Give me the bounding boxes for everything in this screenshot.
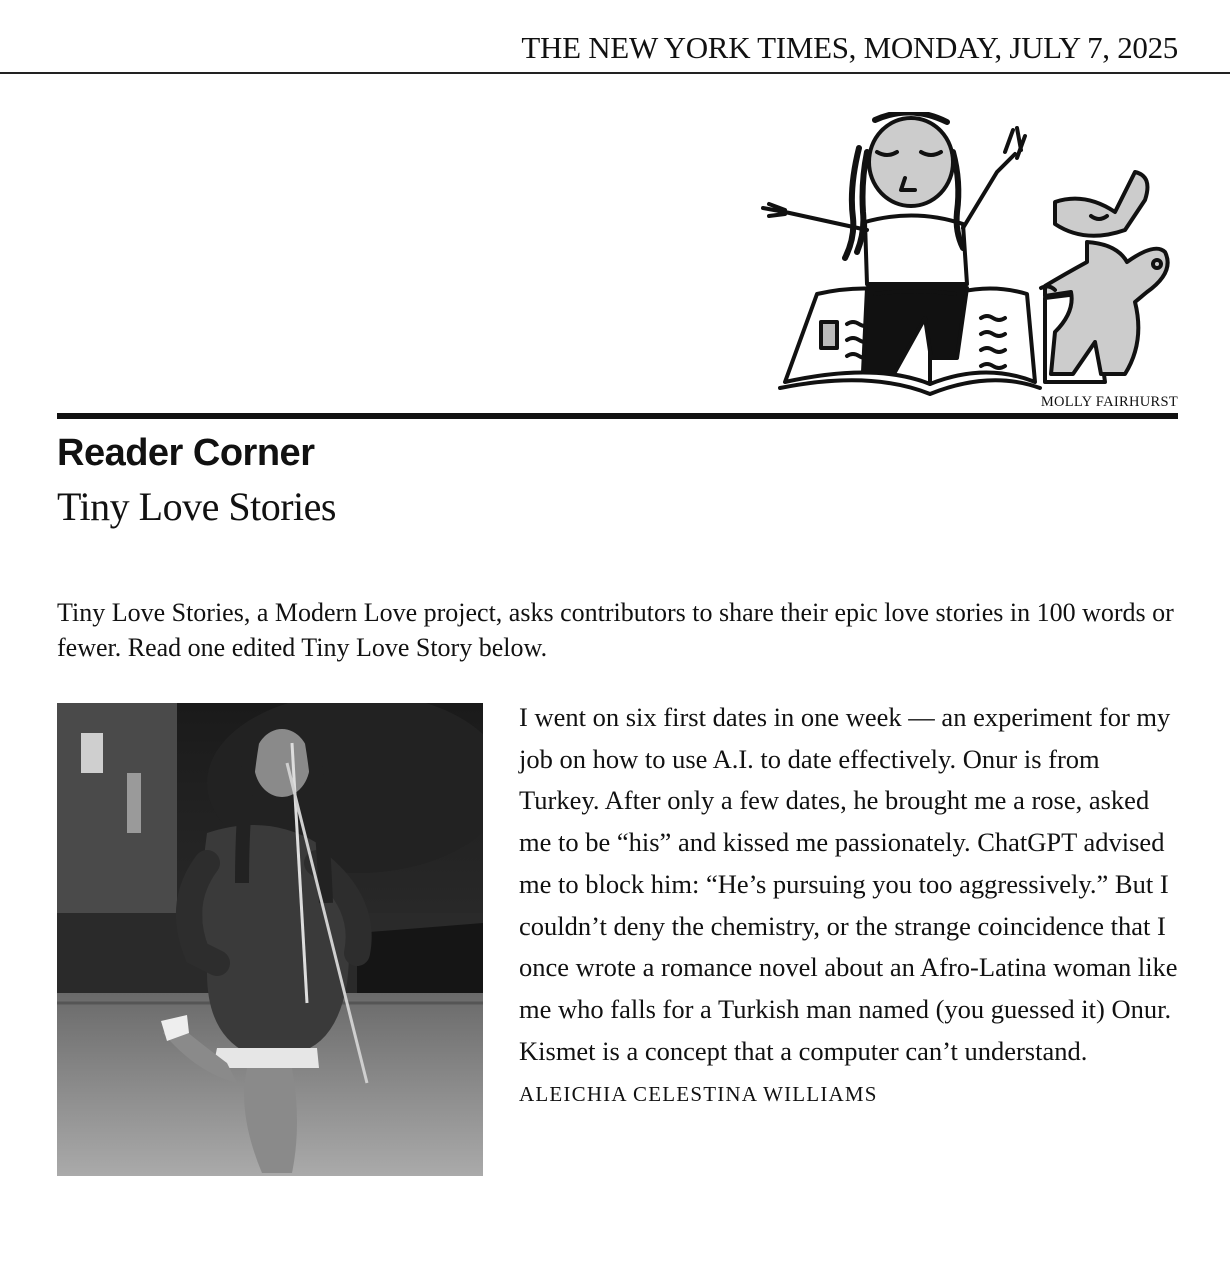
woman-holding-rose-photo — [57, 703, 483, 1176]
illustration-credit: MOLLY FAIRHURST — [1040, 394, 1178, 410]
byline: ALEICHIA CELESTINA WILLIAMS — [519, 1082, 878, 1107]
top-divider — [0, 72, 1230, 74]
intro-paragraph: Tiny Love Stories, a Modern Love project, asks contributors to share their epic love stories in 100 words or fewer. Read one edited Tiny Love Story below. — [57, 598, 1174, 662]
person-and-dog-dancing-on-book-illustration — [755, 112, 1175, 404]
page-title: Tiny Love Stories — [57, 484, 336, 529]
section-divider — [57, 413, 1178, 419]
page-folio: THE NEW YORK TIMES, MONDAY, JULY 7, 2025 — [521, 30, 1178, 65]
story-body: I went on six first dates in one week — an experiment for my job on how to use A.I. to date effectively. Onur is from Turkey. After only a few dates, he brought me a rose, asked me to be “his” and kissed me passionately. ChatGPT advised me to block him: “He’s pursuing you too aggressively.” But I couldn’t deny the chemistry, or the strange coincidence that I once wrote a romance novel about an Afro-Latina woman like me who falls for a Turkish man named (you guessed it) Onur. Kismet is a concept that a computer can’t understand. — [519, 702, 1178, 1066]
story-text — [519, 697, 1179, 1116]
section-kicker: Reader Corner — [57, 432, 315, 474]
